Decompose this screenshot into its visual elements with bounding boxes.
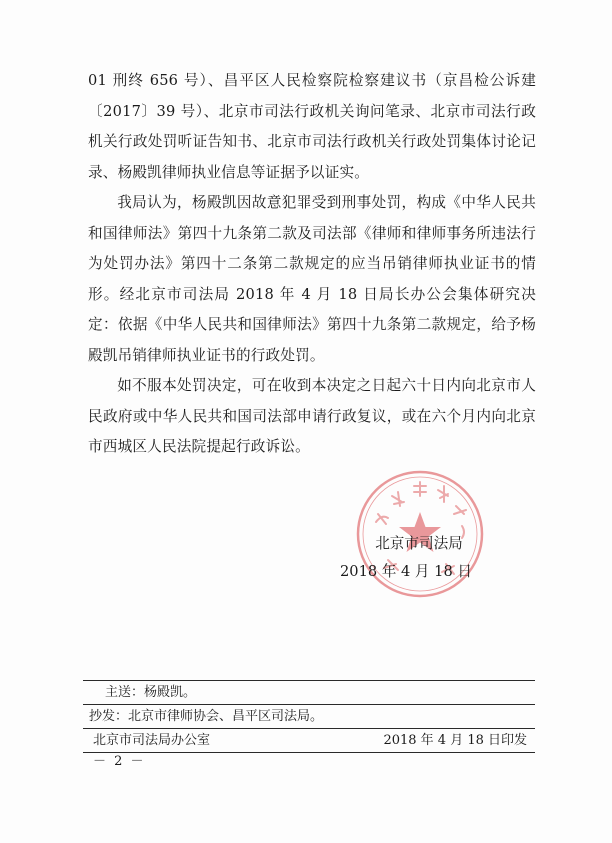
signature-block [340, 530, 480, 586]
signature-organization: 北京市司法局 [375, 535, 463, 552]
footer-bottom-rule [83, 752, 535, 753]
issuer-office: 北京市司法局办公室 [93, 733, 211, 748]
recipient-line: 主送：杨殿凯。 [105, 685, 197, 700]
signature-date: 2018 年 4 月 18 日 [340, 563, 472, 580]
issuer-line [83, 729, 535, 752]
cc-line: 抄发：北京市律师协会、昌平区司法局。 [89, 709, 324, 724]
print-date: 2018 年 4 月 18 日印发 [383, 733, 527, 748]
paragraph-determination: 我局认为，杨殿凯因故意犯罪受到刑事处罚，构成《中华人民共和国律师法》第四十九条第二款及司法部《律师和律师事务所违法行为处罚办法》第四十二条第二款规定的应当吊销律师执业证书的情形。经北京市司法局 2018 年 4 月 18 日局长办公会集体研究决定：依据《中华人民共和国律师法》第四十九条第二款规定，给予杨殿凯吊销律师执业证书的行政处罚。 [88, 194, 536, 364]
paragraph-evidence: 01 刑终 656 号）、昌平区人民检察院检察建议书（京昌检公诉建〔2017〕39 号）、北京市司法行政机关询问笔录、北京市司法行政机关行政处罚听证告知书、北京市司法行政机关行政处罚集体讨论记录、杨殿凯律师执业信息等证据予以证实。 [88, 72, 536, 181]
document-body [88, 66, 536, 463]
distribution-footer [83, 680, 535, 753]
paragraph-appeal-notice: 如不服本处罚决定，可在收到本决定之日起六十日内向北京市人民政府或中华人民共和国司法部申请行政复议，或在六个月内向北京市西城区人民法院提起行政诉讼。 [88, 377, 536, 455]
page-number: － 2 － [93, 754, 146, 769]
